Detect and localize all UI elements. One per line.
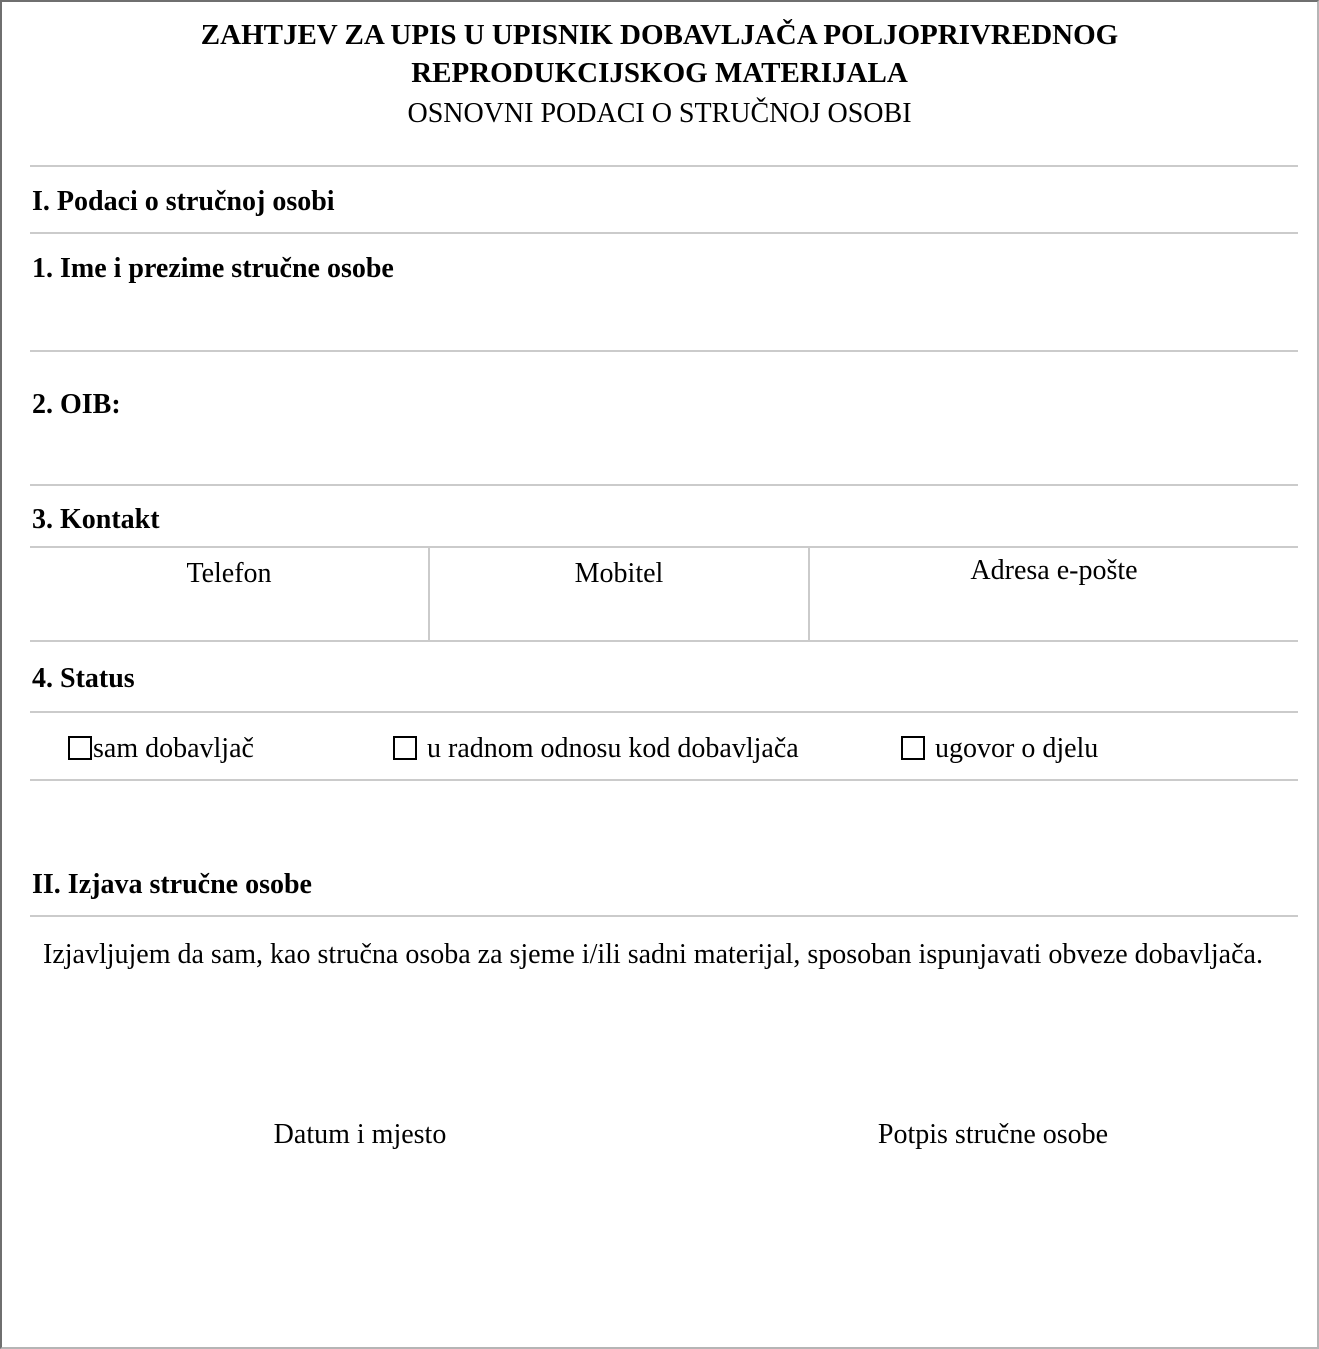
kontakt-telefon-label: Telefon xyxy=(186,558,272,589)
status-option-ugovor-o-djelu[interactable] xyxy=(901,731,1098,767)
checkbox-icon[interactable] xyxy=(393,736,417,760)
form-subtitle: OSNOVNI PODACI O STRUČNOJ OSOBI xyxy=(407,98,912,129)
divider xyxy=(30,711,1298,713)
checkbox-icon[interactable] xyxy=(68,736,92,760)
section-i-heading: I. Podaci o stručnoj osobi xyxy=(32,186,335,217)
status-option-label: u radnom odnosu kod dobavljača xyxy=(427,733,799,764)
kontakt-mobitel-label: Mobitel xyxy=(574,558,664,589)
section-ii-heading: II. Izjava stručne osobe xyxy=(32,869,312,900)
kontakt-table xyxy=(30,546,1298,642)
divider xyxy=(30,350,1298,352)
divider xyxy=(30,779,1298,781)
kontakt-heading: 3. Kontakt xyxy=(32,504,160,535)
date-place-label: Datum i mjesto xyxy=(273,1119,447,1150)
status-options-row xyxy=(2,731,1317,769)
form-title-line2: REPRODUKCIJSKOG MATERIJALA xyxy=(411,57,908,89)
name-input-area[interactable] xyxy=(32,290,1296,348)
status-option-label: ugovor o djelu xyxy=(935,733,1099,764)
kontakt-email-cell[interactable] xyxy=(810,548,1298,640)
checkbox-icon[interactable] xyxy=(901,736,925,760)
divider xyxy=(30,232,1298,234)
oib-field-label: 2. OIB: xyxy=(32,389,121,420)
divider xyxy=(30,915,1298,917)
kontakt-email-label: Adresa e-pošte xyxy=(970,555,1138,586)
status-option-sam-dobavljac[interactable] xyxy=(68,731,254,767)
status-option-label: sam dobavljač xyxy=(93,733,254,764)
form-title-line1: ZAHTJEV ZA UPIS U UPISNIK DOBAVLJAČA POLJOPRIVREDNOG xyxy=(200,19,1119,51)
divider xyxy=(30,484,1298,486)
kontakt-mobitel-cell[interactable] xyxy=(430,548,810,640)
form-title xyxy=(2,16,1317,92)
signature-label: Potpis stručne osobe xyxy=(877,1119,1109,1150)
kontakt-telefon-cell[interactable] xyxy=(30,548,430,640)
divider xyxy=(30,165,1298,167)
name-field-label: 1. Ime i prezime stručne osobe xyxy=(32,253,394,284)
declaration-text: Izjavljujem da sam, kao stručna osoba za sjeme i/ili sadni materijal, sposoban ispunjavati obveze dobavljača. xyxy=(43,939,1263,970)
status-option-radni-odnos[interactable] xyxy=(393,731,799,767)
oib-input-area[interactable] xyxy=(32,425,1296,482)
status-heading: 4. Status xyxy=(32,663,135,694)
